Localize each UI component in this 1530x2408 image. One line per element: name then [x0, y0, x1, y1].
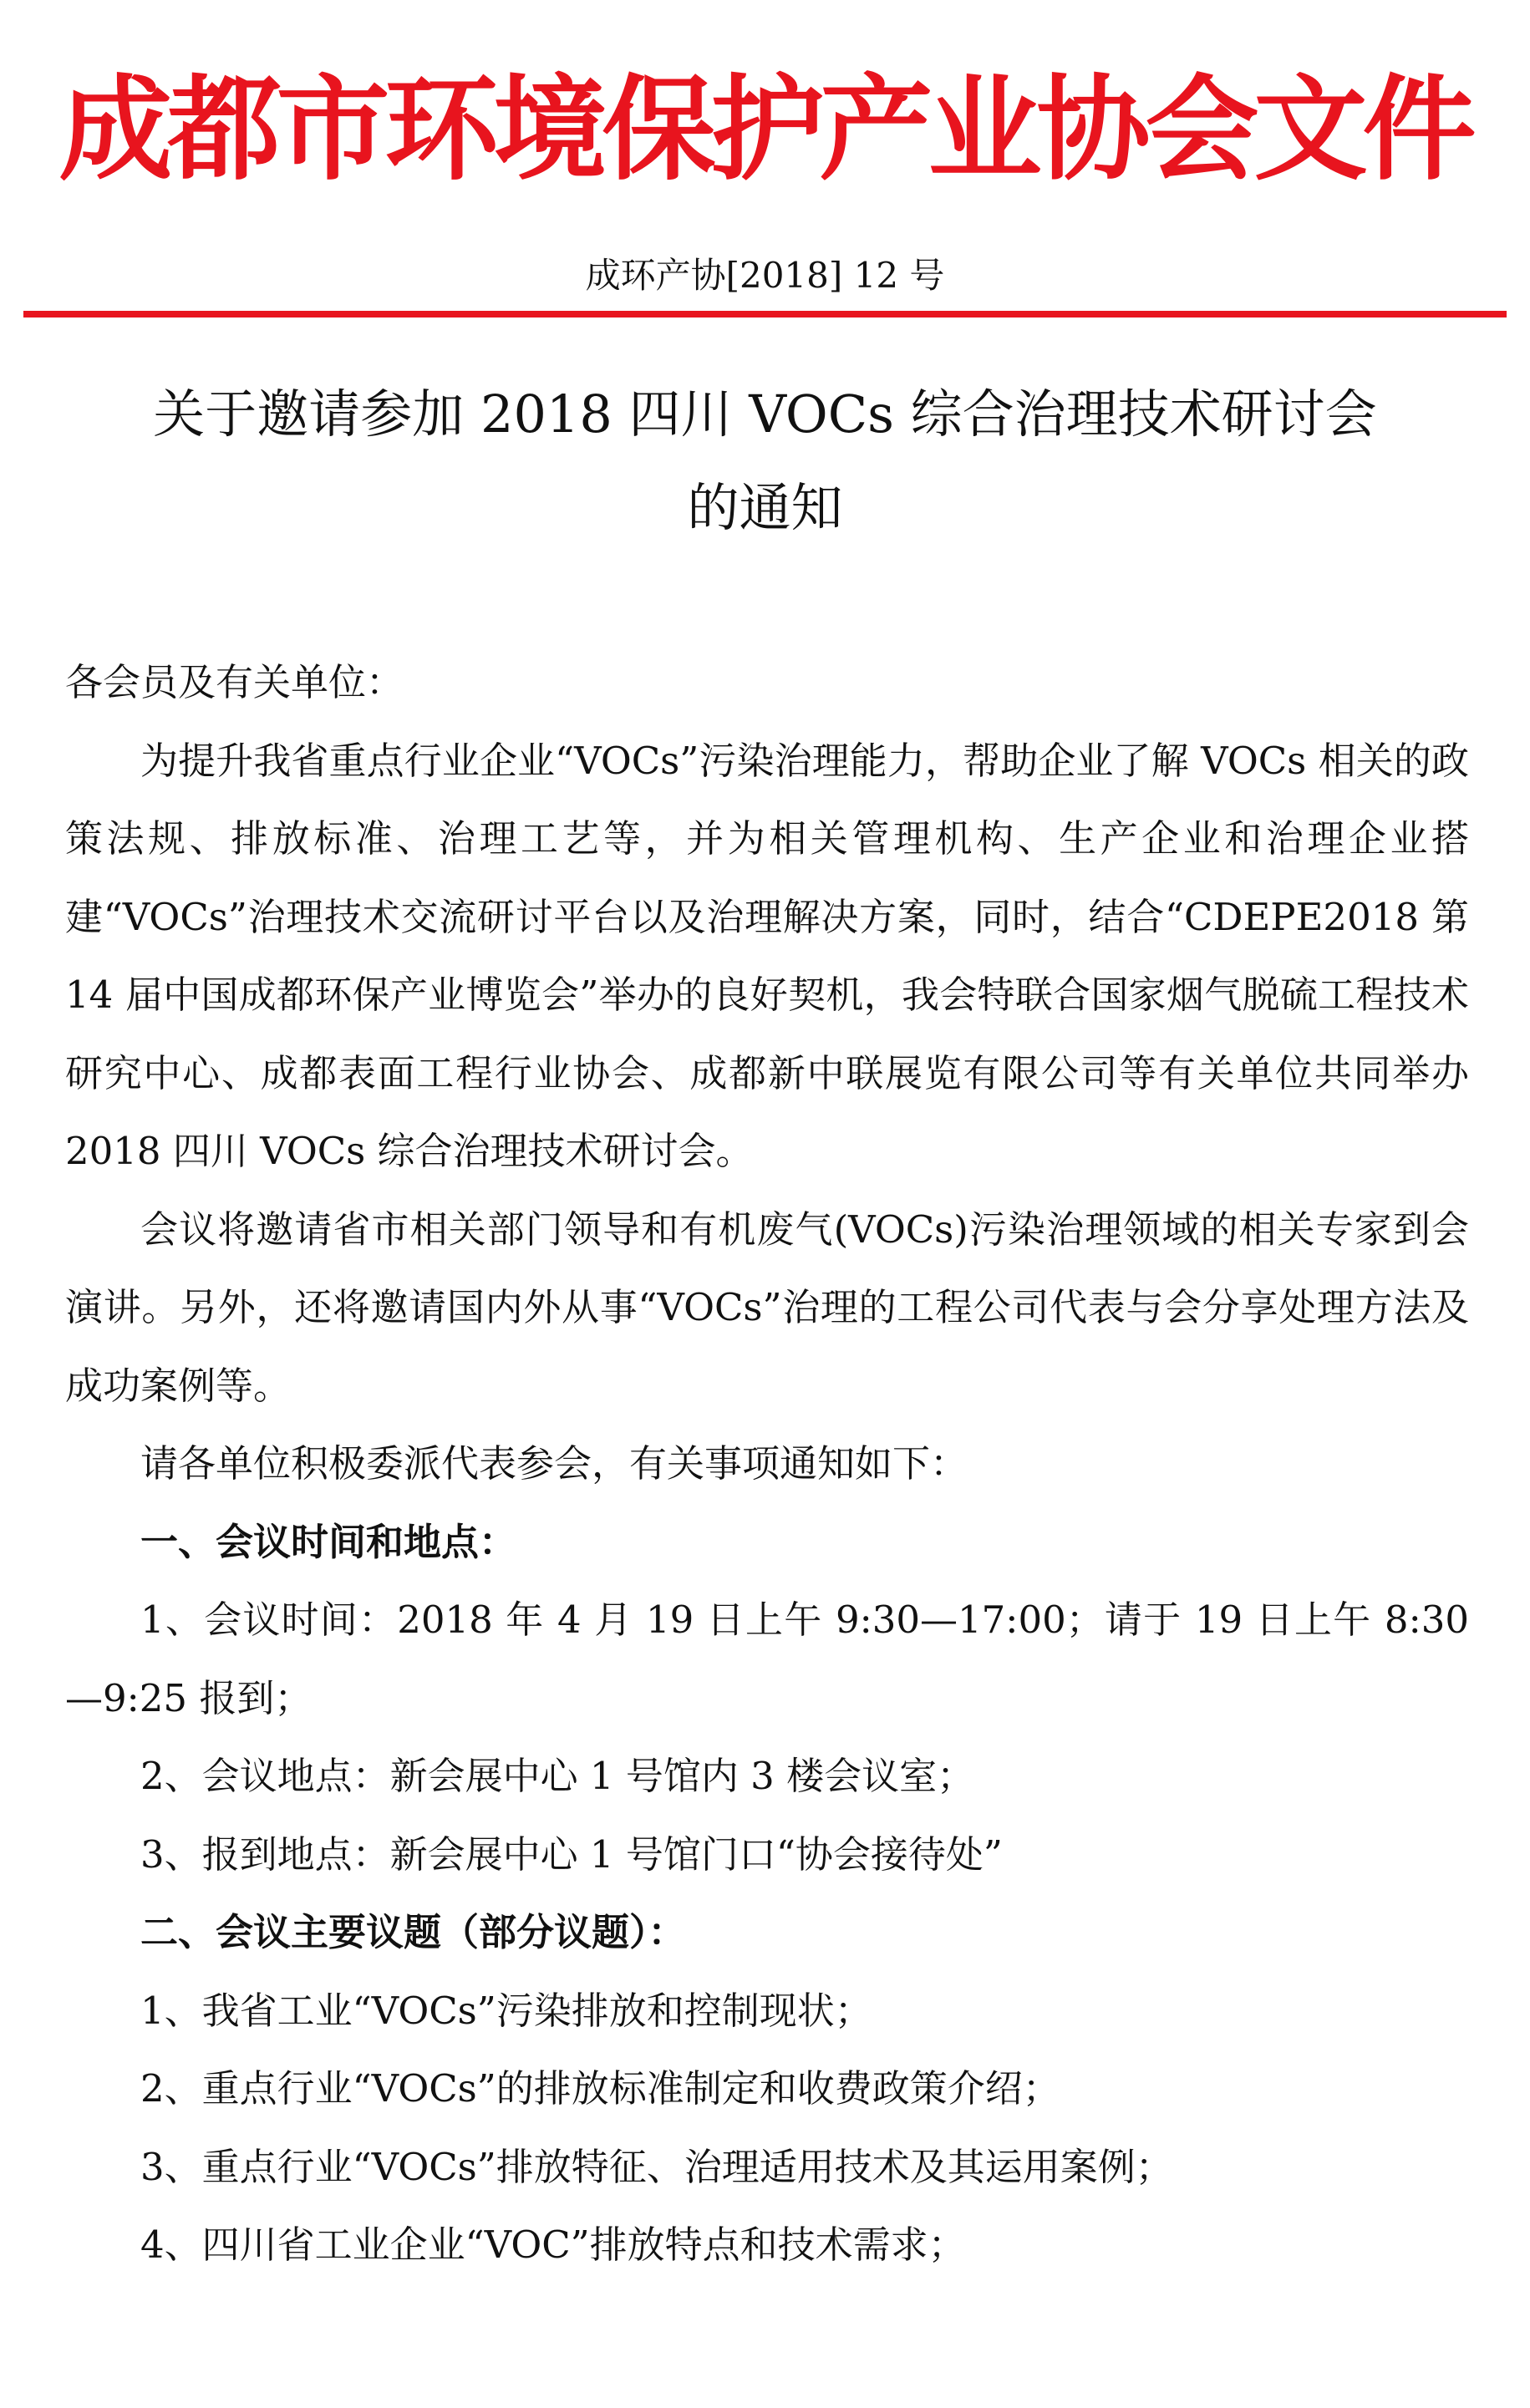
body-paragraph-1: 为提升我省重点行业企业“VOCs”污染治理能力，帮助企业了解 VOCs 相关的政策法规、排放标准、治理工艺等，并为相关管理机构、生产企业和治理企业搭建“VOCs”治理技术交流研讨平台以及治理解决方案，同时，结合“CDEPE2018 第 14 届中国成都环保产业博览会”举办的良好契机，我会特联合国家烟气脱硫工程技术研究中心、成都表面工程行业协会、成都新中联展览有限公司等有关单位共同举办 2018 四川 VOCs 综合治理技术研讨会。 [65, 738, 1469, 1173]
body-paragraph-2: 会议将邀请省市相关部门领导和有机废气(VOCs)污染治理领域的相关专家到会演讲。另外，还将邀请国内外从事“VOCs”治理的工程公司代表与会分享处理方法及成功案例等。 [65, 1207, 1469, 1408]
notice-title [50, 368, 1480, 555]
header-divider-rule [23, 311, 1507, 318]
section-heading-time-location: 一、会议时间和地点： [140, 1519, 517, 1564]
list-item: 2、重点行业“VOCs”的排放标准制定和收费政策介绍； [140, 2066, 1060, 2111]
document-header-title: 成都市环境保护产业协会文件 [58, 63, 1472, 196]
document-number: 成环产协[2018] 12 号 [585, 255, 945, 296]
list-item: 3、重点行业“VOCs”排放特征、治理适用技术及其运用案例； [140, 2144, 1173, 2189]
document-body [65, 643, 1469, 2284]
list-item: 3、报到地点：新会展中心 1 号馆门口“协会接待处” [140, 1831, 1003, 1877]
notice-title-line-2: 的通知 [687, 477, 843, 538]
section-heading-main-topics: 二、会议主要议题（部分议题）： [140, 1910, 686, 1954]
body-paragraph-3: 请各单位积极委派代表参会，有关事项通知如下： [140, 1441, 968, 1486]
salutation: 各会员及有关单位： [65, 660, 404, 704]
list-item: 2、会议地点：新会展中心 1 号馆内 3 楼会议室； [140, 1754, 975, 1798]
notice-title-line-1: 关于邀请参加 2018 四川 VOCs 综合治理技术研讨会 [153, 384, 1377, 445]
list-item: 1、我省工业“VOCs”污染排放和控制现状； [140, 1988, 872, 2033]
list-item: 4、四川省工业企业“VOC”排放特点和技术需求； [140, 2223, 966, 2267]
list-item: 1、会议时间：2018 年 4 月 19 日上午 9:30—17:00；请于 19 日上午 8:30—9:25 报到； [65, 1598, 1469, 1720]
